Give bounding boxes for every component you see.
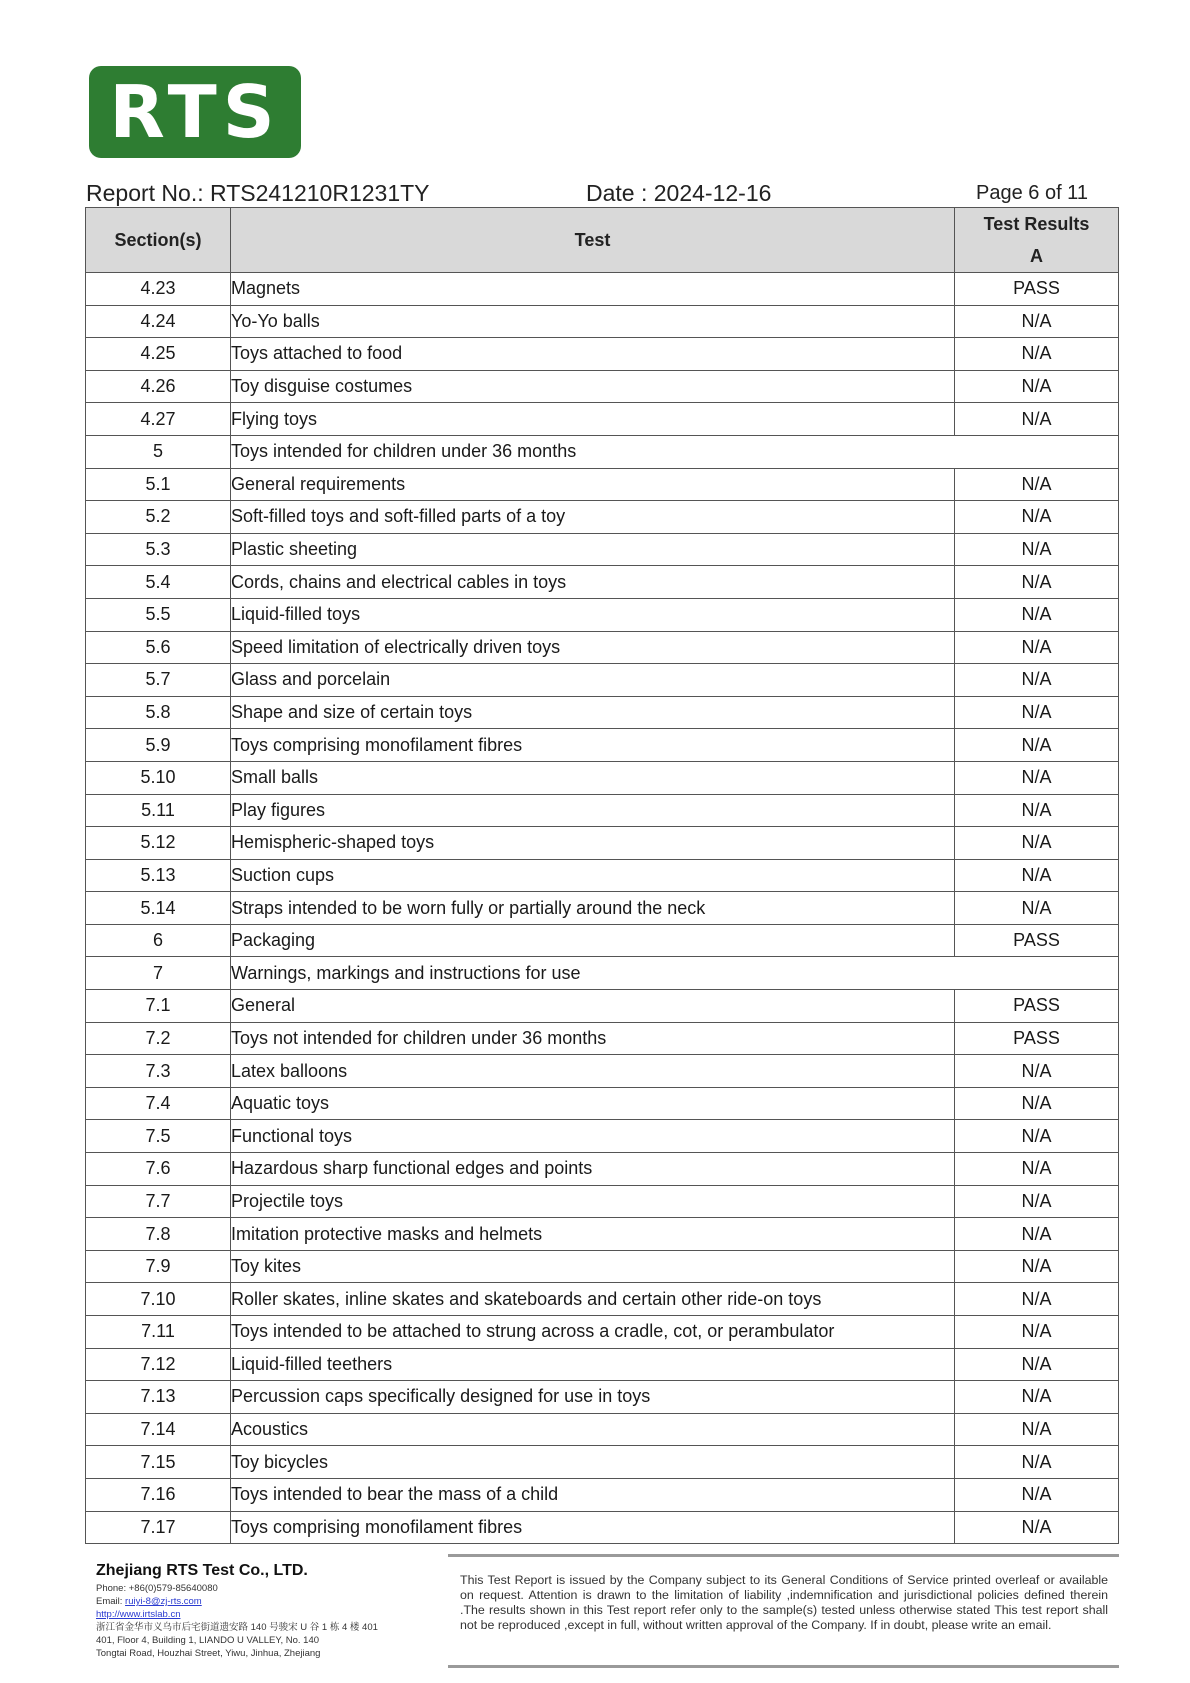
- table-row: [86, 533, 1119, 566]
- table-row: [86, 1316, 1119, 1349]
- result-cell: N/A: [955, 1381, 1119, 1414]
- table-row: [86, 696, 1119, 729]
- table-row: [86, 1478, 1119, 1511]
- table-row: [86, 435, 1119, 468]
- section-cell: 7.9: [86, 1250, 231, 1283]
- test-name-cell: Toys intended to bear the mass of a child: [231, 1478, 955, 1511]
- result-cell: PASS: [955, 924, 1119, 957]
- result-cell: N/A: [955, 305, 1119, 338]
- page-number: Page 6 of 11: [976, 182, 1088, 204]
- header-section: Section(s): [86, 208, 231, 273]
- table-row: [86, 598, 1119, 631]
- result-cell: N/A: [955, 1055, 1119, 1088]
- result-cell: N/A: [955, 1413, 1119, 1446]
- result-cell: N/A: [955, 859, 1119, 892]
- result-cell: N/A: [955, 1478, 1119, 1511]
- section-cell: 7.6: [86, 1153, 231, 1186]
- table-row: [86, 761, 1119, 794]
- report-number: Report No.: RTS241210R1231TY: [86, 180, 430, 206]
- section-cell: 7.13: [86, 1381, 231, 1414]
- test-name-cell: Yo-Yo balls: [231, 305, 955, 338]
- result-cell: N/A: [955, 892, 1119, 925]
- test-name-cell: Roller skates, inline skates and skateboards and certain other ride-on toys: [231, 1283, 955, 1316]
- section-cell: 7.4: [86, 1087, 231, 1120]
- section-cell: 5.14: [86, 892, 231, 925]
- test-name-cell: Toys not intended for children under 36 months: [231, 1022, 955, 1055]
- test-name-cell: Toy bicycles: [231, 1446, 955, 1479]
- table-row: [86, 1511, 1119, 1544]
- test-name-cell: Toys attached to food: [231, 338, 955, 371]
- header-test: Test: [231, 208, 955, 273]
- company-email-line: [96, 1595, 436, 1608]
- result-cell: N/A: [955, 761, 1119, 794]
- result-cell: N/A: [955, 729, 1119, 762]
- section-cell: 5.9: [86, 729, 231, 762]
- table-row: [86, 566, 1119, 599]
- test-name-cell: Suction cups: [231, 859, 955, 892]
- result-cell: N/A: [955, 794, 1119, 827]
- section-cell: 7.3: [86, 1055, 231, 1088]
- table-row: [86, 1446, 1119, 1479]
- table-row: [86, 1283, 1119, 1316]
- test-name-cell: Magnets: [231, 273, 955, 306]
- section-cell: 4.26: [86, 370, 231, 403]
- section-cell: 7.2: [86, 1022, 231, 1055]
- result-cell: N/A: [955, 566, 1119, 599]
- section-cell: 5.11: [86, 794, 231, 827]
- test-name-cell: Play figures: [231, 794, 955, 827]
- disclaimer-text: This Test Report is issued by the Company subject to its General Conditions of Service printed overleaf or available on request. Attention is drawn to the limitation of liability ,indemnification and jurisdictional policies defined therein .The results shown in this Test report refer only to the sample(s) tested unless otherwise stated This test report shall not be reproduced ,except in full, without written approval of the Company. If in doubt, please write an email.: [460, 1573, 1108, 1632]
- result-cell: N/A: [955, 1511, 1119, 1544]
- section-cell: 7: [86, 957, 231, 990]
- test-name-cell: Hazardous sharp functional edges and points: [231, 1153, 955, 1186]
- table-row: [86, 501, 1119, 534]
- result-cell: N/A: [955, 468, 1119, 501]
- test-name-cell: Latex balloons: [231, 1055, 955, 1088]
- section-cell: 5.13: [86, 859, 231, 892]
- test-name-cell: Toys comprising monofilament fibres: [231, 1511, 955, 1544]
- result-cell: N/A: [955, 1446, 1119, 1479]
- section-cell: 7.8: [86, 1218, 231, 1251]
- result-cell: PASS: [955, 990, 1119, 1023]
- logo-text: RTS: [109, 70, 281, 154]
- section-cell: 7.15: [86, 1446, 231, 1479]
- table-row: [86, 1250, 1119, 1283]
- section-cell: 5.8: [86, 696, 231, 729]
- section-cell: 4.27: [86, 403, 231, 436]
- test-name-cell: Warnings, markings and instructions for use: [231, 957, 1119, 990]
- table-row: [86, 370, 1119, 403]
- test-name-cell: Cords, chains and electrical cables in toys: [231, 566, 955, 599]
- company-phone: Phone: +86(0)579-85640080: [96, 1583, 218, 1594]
- table-row: [86, 468, 1119, 501]
- company-info: [96, 1562, 436, 1660]
- test-name-cell: Hemispheric-shaped toys: [231, 827, 955, 860]
- result-cell: N/A: [955, 1250, 1119, 1283]
- result-cell: N/A: [955, 631, 1119, 664]
- table-row: [86, 1413, 1119, 1446]
- section-cell: 6: [86, 924, 231, 957]
- table-row: [86, 859, 1119, 892]
- test-name-cell: Flying toys: [231, 403, 955, 436]
- result-cell: PASS: [955, 273, 1119, 306]
- table-row: [86, 273, 1119, 306]
- result-cell: N/A: [955, 664, 1119, 697]
- section-cell: 5.4: [86, 566, 231, 599]
- section-cell: 4.23: [86, 273, 231, 306]
- result-cell: N/A: [955, 370, 1119, 403]
- test-name-cell: Small balls: [231, 761, 955, 794]
- table-row: [86, 990, 1119, 1023]
- result-cell: N/A: [955, 1218, 1119, 1251]
- table-row: [86, 305, 1119, 338]
- section-cell: 5: [86, 435, 231, 468]
- test-name-cell: Liquid-filled teethers: [231, 1348, 955, 1381]
- section-cell: 7.17: [86, 1511, 231, 1544]
- section-cell: 5.2: [86, 501, 231, 534]
- section-cell: 7.10: [86, 1283, 231, 1316]
- footer-bottom-rule: [448, 1665, 1119, 1668]
- test-name-cell: Shape and size of certain toys: [231, 696, 955, 729]
- section-cell: 5.5: [86, 598, 231, 631]
- table-row: [86, 827, 1119, 860]
- section-cell: 4.24: [86, 305, 231, 338]
- header-results-title: Test Results: [983, 214, 1090, 234]
- section-cell: 7.5: [86, 1120, 231, 1153]
- test-name-cell: General requirements: [231, 468, 955, 501]
- test-name-cell: Acoustics: [231, 1413, 955, 1446]
- section-cell: 7.11: [86, 1316, 231, 1349]
- result-cell: N/A: [955, 1348, 1119, 1381]
- test-name-cell: Toys intended to be attached to strung across a cradle, cot, or perambulator: [231, 1316, 955, 1349]
- result-cell: N/A: [955, 1283, 1119, 1316]
- result-cell: N/A: [955, 1316, 1119, 1349]
- section-cell: 5.1: [86, 468, 231, 501]
- test-name-cell: Toy disguise costumes: [231, 370, 955, 403]
- table-row: [86, 1185, 1119, 1218]
- email-label: Email:: [96, 1596, 123, 1607]
- table-row: [86, 664, 1119, 697]
- section-cell: 7.14: [86, 1413, 231, 1446]
- result-cell: N/A: [955, 338, 1119, 371]
- result-cell: N/A: [955, 598, 1119, 631]
- test-name-cell: Aquatic toys: [231, 1087, 955, 1120]
- test-name-cell: Speed limitation of electrically driven toys: [231, 631, 955, 664]
- address-chinese: 浙江省金华市义乌市后宅街道遗安路 140 号骏宋 U 谷 1 栋 4 楼 401: [96, 1622, 378, 1633]
- table-header-row: [86, 208, 1119, 273]
- section-cell: 7.12: [86, 1348, 231, 1381]
- table-row: [86, 1087, 1119, 1120]
- section-cell: 7.7: [86, 1185, 231, 1218]
- section-cell: 5.10: [86, 761, 231, 794]
- result-cell: N/A: [955, 533, 1119, 566]
- table-row: [86, 794, 1119, 827]
- section-cell: 5.7: [86, 664, 231, 697]
- table-row: [86, 631, 1119, 664]
- section-cell: 4.25: [86, 338, 231, 371]
- test-name-cell: Glass and porcelain: [231, 664, 955, 697]
- table-row: [86, 1055, 1119, 1088]
- result-cell: N/A: [955, 1120, 1119, 1153]
- result-cell: N/A: [955, 1185, 1119, 1218]
- result-cell: PASS: [955, 1022, 1119, 1055]
- test-name-cell: General: [231, 990, 955, 1023]
- result-cell: N/A: [955, 1087, 1119, 1120]
- result-cell: N/A: [955, 403, 1119, 436]
- table-row: [86, 338, 1119, 371]
- test-name-cell: Packaging: [231, 924, 955, 957]
- table-row: [86, 1022, 1119, 1055]
- email-link[interactable]: ruiyi-8@zj-rts.com: [125, 1596, 202, 1607]
- report-date: Date : 2024-12-16: [586, 180, 772, 206]
- address-english-2: Tongtai Road, Houzhai Street, Yiwu, Jinhua, Zhejiang: [96, 1648, 321, 1659]
- result-cell: N/A: [955, 1153, 1119, 1186]
- test-name-cell: Percussion caps specifically designed for use in toys: [231, 1381, 955, 1414]
- section-cell: 5.3: [86, 533, 231, 566]
- website-line: [96, 1608, 436, 1621]
- table-row: [86, 1381, 1119, 1414]
- header-results: [955, 208, 1119, 273]
- table-row: [86, 729, 1119, 762]
- test-name-cell: Toys comprising monofilament fibres: [231, 729, 955, 762]
- test-name-cell: Projectile toys: [231, 1185, 955, 1218]
- result-cell: N/A: [955, 696, 1119, 729]
- address-english-1: 401, Floor 4, Building 1, LIANDO U VALLEY, No. 140: [96, 1635, 320, 1646]
- table-row: [86, 1153, 1119, 1186]
- section-cell: 7.1: [86, 990, 231, 1023]
- test-name-cell: Functional toys: [231, 1120, 955, 1153]
- test-name-cell: Toy kites: [231, 1250, 955, 1283]
- test-name-cell: Toys intended for children under 36 months: [231, 435, 1119, 468]
- test-results-table: [85, 207, 1119, 1544]
- company-name: Zhejiang RTS Test Co., LTD.: [96, 1562, 308, 1579]
- result-cell: N/A: [955, 501, 1119, 534]
- table-row: [86, 892, 1119, 925]
- website-link[interactable]: http://www.irtslab.cn: [96, 1609, 181, 1620]
- test-name-cell: Imitation protective masks and helmets: [231, 1218, 955, 1251]
- table-row: [86, 924, 1119, 957]
- section-cell: 7.16: [86, 1478, 231, 1511]
- table-row: [86, 1348, 1119, 1381]
- footer-top-rule: [448, 1554, 1119, 1557]
- table-row: [86, 1120, 1119, 1153]
- company-logo: [89, 66, 301, 158]
- test-name-cell: Plastic sheeting: [231, 533, 955, 566]
- section-cell: 5.6: [86, 631, 231, 664]
- table-row: [86, 1218, 1119, 1251]
- test-name-cell: Soft-filled toys and soft-filled parts of a toy: [231, 501, 955, 534]
- result-cell: N/A: [955, 827, 1119, 860]
- test-name-cell: Straps intended to be worn fully or partially around the neck: [231, 892, 955, 925]
- table-row: [86, 957, 1119, 990]
- section-cell: 5.12: [86, 827, 231, 860]
- test-name-cell: Liquid-filled toys: [231, 598, 955, 631]
- header-results-sample: A: [1030, 246, 1043, 266]
- table-row: [86, 403, 1119, 436]
